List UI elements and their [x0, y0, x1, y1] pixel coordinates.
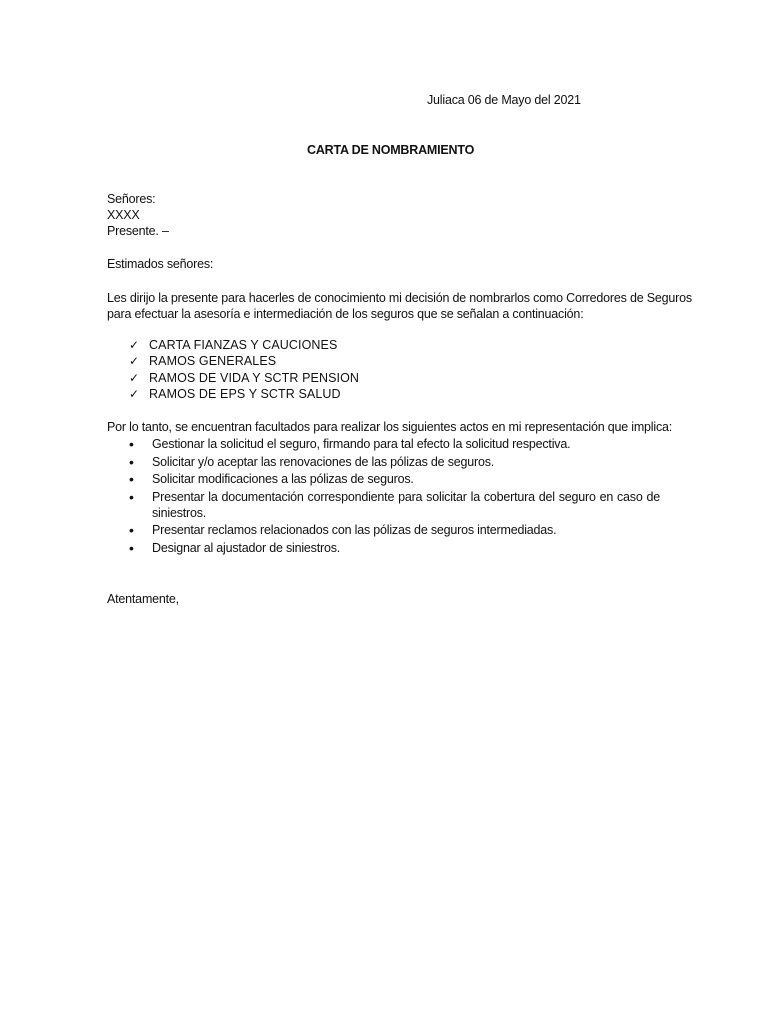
- addressee-line-2: XXXX: [107, 208, 140, 222]
- bullet-icon: •: [129, 436, 134, 452]
- checkmark-icon: ✓: [129, 371, 140, 385]
- intro-line-1: Les dirijo la presente para hacerles de conocimiento mi decisión de nombrarlos como Corredores de Seguros: [107, 291, 692, 305]
- intro-line-2: para efectuar la asesoría e intermediación de los seguros que se señalan a continuación:: [107, 307, 584, 321]
- bullet-icon: •: [129, 522, 134, 538]
- bullet-icon: •: [129, 454, 134, 470]
- checkmark-icon: ✓: [129, 338, 140, 352]
- check-list-item-label: RAMOS GENERALES: [149, 354, 277, 368]
- bullet-list-item-text: Designar al ajustador de siniestros.: [152, 541, 341, 555]
- acts-intro: Por lo tanto, se encuentran facultados para realizar los siguientes actos en mi representación que implica:: [107, 420, 673, 434]
- check-list-item-label: CARTA FIANZAS Y CAUCIONES: [149, 338, 338, 352]
- check-list-item-label: RAMOS DE VIDA Y SCTR PENSION: [149, 371, 360, 385]
- check-list-item: [129, 386, 341, 402]
- checkmark-icon: ✓: [129, 354, 140, 368]
- greeting: Estimados señores:: [107, 257, 214, 271]
- closing: Atentamente,: [107, 592, 179, 606]
- check-list-item: [129, 337, 337, 353]
- check-list-item: [129, 353, 276, 369]
- bullet-list-item-text: Solicitar modificaciones a las pólizas de seguros.: [152, 472, 414, 486]
- check-list-item: [129, 370, 359, 386]
- addressee-line-3: Presente. –: [107, 224, 169, 238]
- bullet-list-item-text: Solicitar y/o aceptar las renovaciones de las pólizas de seguros.: [152, 455, 495, 469]
- addressee-line-1: Señores:: [107, 192, 156, 206]
- letter-date: Juliaca 06 de Mayo del 2021: [427, 93, 581, 107]
- bullet-icon: •: [129, 540, 134, 556]
- bullet-list-item-text: Presentar reclamos relacionados con las pólizas de seguros intermediadas.: [152, 523, 557, 537]
- checkmark-icon: ✓: [129, 387, 140, 401]
- letter-title: CARTA DE NOMBRAMIENTO: [307, 143, 475, 157]
- bullet-icon: •: [129, 489, 134, 505]
- bullet-icon: •: [129, 471, 134, 487]
- bullet-list-item-text: Gestionar la solicitud el seguro, firmando para tal efecto la solicitud respectiva.: [152, 437, 571, 451]
- bullet-list-item-text: siniestros.: [152, 506, 207, 520]
- check-list-item-label: RAMOS DE EPS Y SCTR SALUD: [149, 387, 341, 401]
- bullet-list-item-text: Presentar la documentación correspondiente para solicitar la cobertura del seguro en caso de: [152, 490, 660, 504]
